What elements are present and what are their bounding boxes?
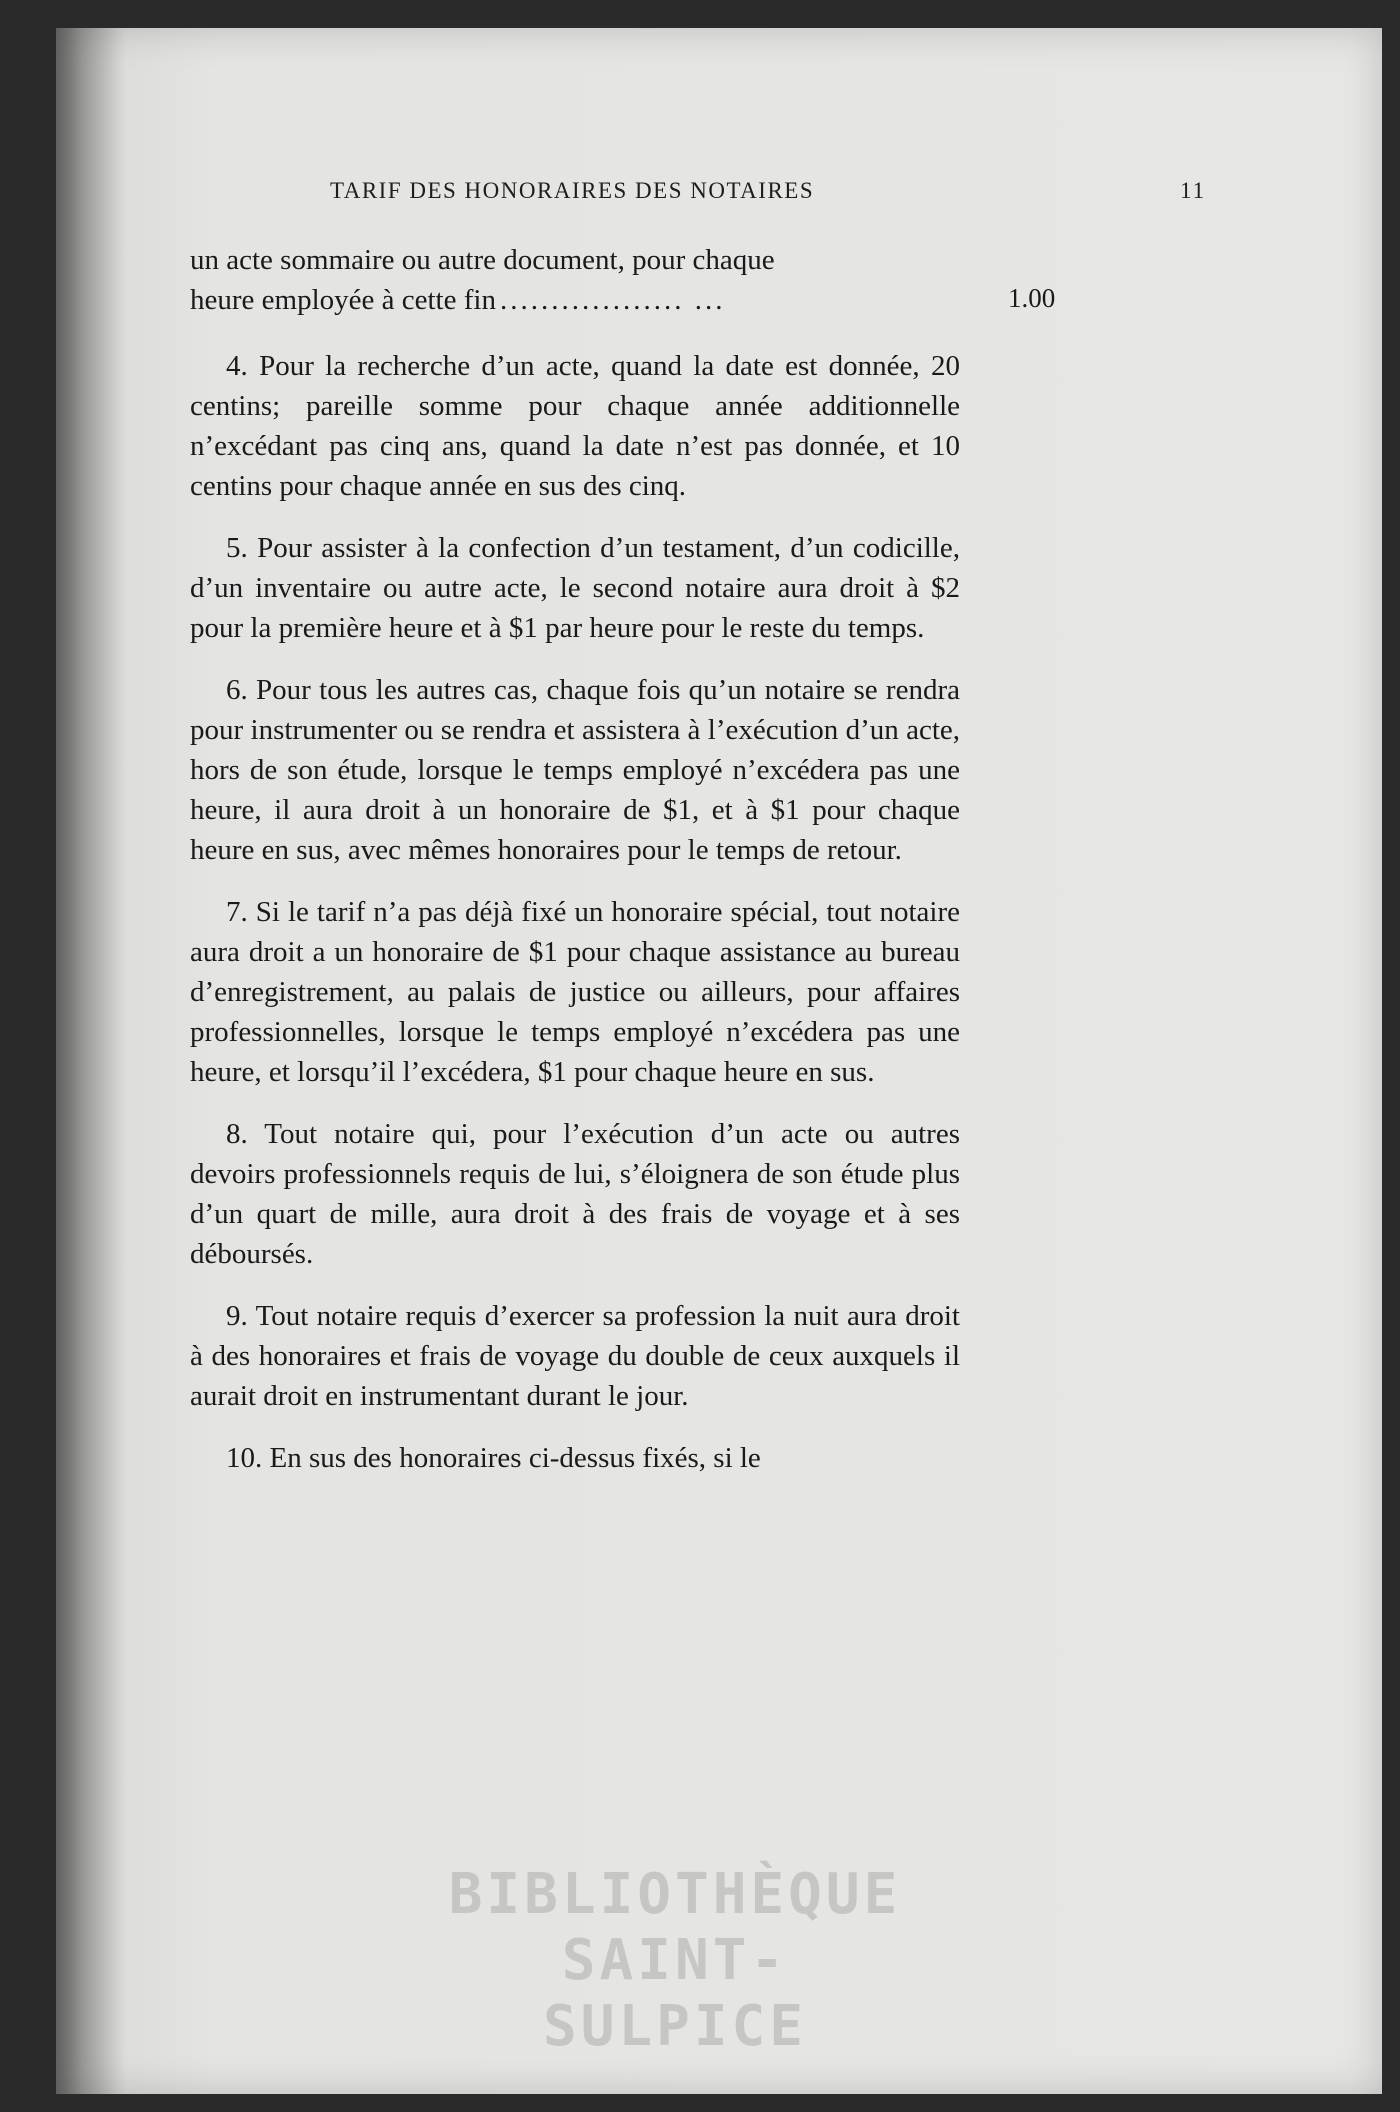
stamp-line-1: BIBLIOTHÈQUE	[448, 1862, 902, 1927]
paragraph-7: 7. Si le tarif n’a pas déjà fixé un honoraire spécial, tout notaire aura droit a un honoraire de $1 pour chaque assistance au bureau d’enregistrement, au palais de justice ou ailleurs, pour affaires professionnelles, lorsque le temps employé n’excédera pas une heure, et lorsqu’il l’excédera, $1 pour chaque heure en sus.	[190, 896, 960, 1088]
paragraph-10: 10. En sus des honoraires ci-dessus fixés, si le	[226, 1442, 761, 1474]
body-text	[190, 240, 960, 1500]
paragraph-8: 8. Tout notaire qui, pour l’exécution d’un acte ou autres devoirs professionnels requis de lui, s’éloignera de son étude plus d’un quart de mille, aura droit à des frais de voyage et à ses déboursés.	[190, 1118, 960, 1270]
fee-entry	[190, 240, 960, 320]
paragraph-5: 5. Pour assister à la confection d’un testament, d’un codicille, d’un inventaire ou autre acte, le second notaire aura droit à $2 pour la première heure et à $1 par heure pour le reste du temps.	[190, 532, 960, 644]
page-number: 11	[1180, 178, 1207, 203]
paragraph-4: 4. Pour la recherche d’un acte, quand la date est donnée, 20 centins; pareille somme pour chaque année additionnelle n’excédant pas cinq ans, quand la date n’est pas donnée, et 10 centins pour chaque année en sus des cinq.	[190, 350, 960, 502]
paragraph-6: 6. Pour tous les autres cas, chaque fois qu’un notaire se rendra pour instrumenter ou se rendra et assistera à l’exécution d’un acte, hors de son étude, lorsque le temps employé n’excédera pas une heure, il aura droit à un honoraire de $1, et à $1 pour chaque heure en sus, avec mêmes honoraires pour le temps de retour.	[190, 674, 960, 866]
fee-line-2	[190, 280, 960, 320]
library-stamp	[440, 1862, 910, 2060]
dot-leader: .................. ...	[499, 284, 726, 316]
fee-line-2-text: heure employée à cette fin	[190, 284, 496, 316]
paragraph-9: 9. Tout notaire requis d’exercer sa profession la nuit aura droit à des honoraires et frais de voyage du double de ceux auxquels il aurait droit en instrumentant durant le jour.	[190, 1300, 960, 1412]
stamp-line-2: SAINT-SULPICE	[542, 1928, 807, 2059]
fee-amount: 1.00	[1008, 283, 1056, 313]
running-head: TARIF DES HONORAIRES DES NOTAIRES	[330, 178, 815, 203]
fee-line-1: un acte sommaire ou autre document, pour chaque	[190, 244, 775, 276]
gutter-shadow	[56, 28, 126, 2094]
